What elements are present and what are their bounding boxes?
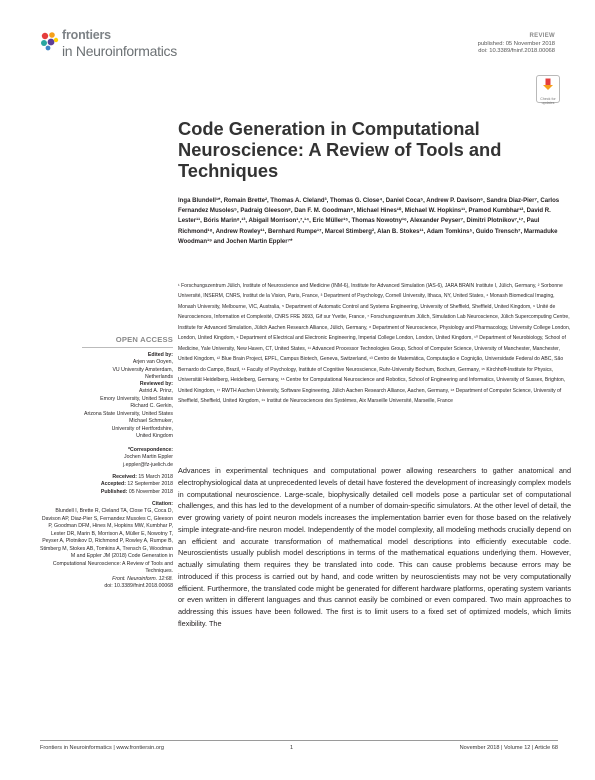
published-date: published: 05 November 2018 — [477, 40, 555, 47]
published-date-side: 05 November 2018 — [128, 488, 173, 495]
open-access-divider — [82, 347, 173, 348]
accepted-date: 12 September 2018 — [127, 481, 173, 488]
footer-journal[interactable]: Frontiers in Neuroinformatics | www.frontiersin.org — [40, 745, 164, 751]
edited-by-block — [40, 352, 173, 382]
abstract-text: Advances in experimental techniques and computational power allowing researchers to gather anatomical and electrophysiological data at unprecedented levels of detail have fostered the development of increasingly complex models in computational neuroscience. Large-scale, biophysically detailed cell models pose a particular set of computational challenges, and this has led to the development of a number of domain-specific simulators. At the other level of detail, the ever growing variety of point neuron models increases the implementation barrier even for those based on the relatively simple integrate-and-fire neuron model. Independently of the model complexity, all modeling methods crucially depend on an efficient and accurate transformation of mathematical model descriptions into efficiently executable code. Neuroscientists usually publish model descriptions in terms of the mathematical equations underlying them. However, actually simulating them requires they be translated into code. This can cause problems because errors may be introduced if this process is carried out by hand, and code written by neuroscientists may not be very computationally efficient. Furthermore, the translated code might be generated for different hardware platforms, operating system variants or even written in different languages and thus cannot easily be combined or even compared. Two main approaches to addressing this issues have been followed. The first is to limit users to a fixed set of optimized models, which limits flexibility. The — [178, 466, 571, 628]
corresponding-author: Jochen Martin Eppler — [123, 454, 173, 461]
frontiers-logo-mark-icon — [38, 30, 60, 52]
article-title: Code Generation in Computational Neuroscience: A Review of Tools and Techniques — [178, 118, 502, 181]
reviewer-line: Michael Schmuker, — [129, 418, 173, 425]
reviewer-line: Astrid A. Prinz, — [138, 388, 173, 395]
affiliation-list: ¹ Forschungszentrum Jülich, Institute of Neuroscience and Medicine (INM-6), Institute for Advanced Simulation (IAS-6), JARA BRAIN Institute I, Jülich, Germany, ² Sorbonne Université, INSERM, CNRS, Institut de la Vision, Paris, France, ³ Department of Psychology, Cornell University, Ithaca, NY, United States, ⁴ Monash Biomedical Imaging, Monash University, Melbourne, VIC, Australia, ⁵ Department of Automatic Control and Systems Engineering, University of Sheffield, Sheffield, United Kingdom, ⁶ Unité de Neurosciences, Information et Complexité, CNRS FRE 3693, Gif sur Yvette, France, ⁷ Forschungszentrum Jülich, Simulation Lab Neuroscience, Jülich Supercomputing Centre, Institute for Advanced Simulation, Jülich Aachen Research Alliance, Jülich, Germany, ⁸ Department of Neuroscience, Physiology and Pharmacology, University College London, London, United Kingdom, ⁹ Department of Electrical and Electronic Engineering, Imperial College London, London, United Kingdom, ¹⁰ Department of Neurobiology, School of Medicine, Yale University, New Haven, CT, United States, ¹¹ Advanced Processor Technologies Group, School of Computer Science, University of Manchester, Manchester, United Kingdom, ¹² Blue Brain Project, EPFL, Campus Biotech, Geneva, Switzerland, ¹³ Centro de Matemática, Computação e Cognição, Universidade Federal do ABC, São Bernardo do Campo, Brazil, ¹⁴ Faculty of Psychology, Institute of Cognitive Neuroscience, Ruhr-University Bochum, Bochum, Germany, ¹⁵ Kirchhoff-Institute for Physics, Universität Heidelberg, Heidelberg, Germany, ¹⁶ Centre for Computational Neuroscience and Robotics, School of Engineering and Informatics, University of Sussex, Brighton, United Kingdom, ¹⁷ RWTH Aachen University, Software Engineering, Jülich Aachen Research Alliance, Aachen, Germany, ¹⁸ Department of Computer Science, University of Sheffield, Sheffield, United Kingdom, ¹⁹ Institut de Neurosciences des Systèmes, Aix Marseille Université, Marseille, France — [178, 283, 571, 404]
reviewer-line: United Kingdom — [136, 433, 173, 440]
edited-by-label: Edited by: — [147, 352, 173, 358]
footer-issue: November 2018 | Volume 12 | Article 68 — [459, 745, 558, 751]
article-header — [395, 33, 555, 56]
reviewer-line: Arizona State University, United States — [84, 410, 173, 417]
accepted-label: Accepted: — [100, 481, 126, 488]
citation-block — [40, 501, 173, 590]
check-for-updates-badge[interactable] — [536, 75, 560, 103]
correspondence-block — [40, 447, 173, 469]
editor-line: Netherlands — [145, 374, 173, 381]
editor-line: Arjen van Ooyen, — [132, 359, 173, 366]
frontiers-logo[interactable] — [38, 24, 178, 68]
reviewer-line: University of Hertfordshire, — [111, 425, 173, 432]
correspondence-label: *Correspondence: — [128, 447, 173, 453]
received-date: 15 March 2018 — [138, 474, 173, 480]
open-access-label: OPEN ACCESS — [115, 335, 173, 344]
check-for-updates-icon — [542, 78, 554, 91]
footer-divider — [40, 740, 558, 741]
citation-doi[interactable]: doi: 10.3389/fninf.2018.00068 — [104, 582, 173, 589]
published-label: Published: — [100, 488, 128, 495]
reviewer-line: Richard C. Gerkin, — [130, 403, 173, 410]
article-type: REVIEW — [529, 33, 555, 39]
author-list: Inga Blundell¹*, Romain Brette², Thomas A. Cleland³, Thomas G. Close⁴, Daniel Coca⁵, Andrew P. Davison⁶, Sandra Diaz-Pier⁷, Carlos Fernandez Musoles⁵, Padraig Gleeson⁸, Dan F. M. Goodman⁹, Michael Hines¹⁰, Michael W. Hopkins¹¹, Pramod Kumbhar¹², David R. Lester¹¹, Bóris Marin⁸,¹³, Abigail Morrison¹,⁷,¹⁴, Eric Müller¹⁵, Thomas Nowotny¹⁶, Alexander Peyser⁷, Dimitri Plotnikov⁷,¹⁷, Paul Richmond¹⁸, Andrew Rowley¹¹, Bernhard Rumpe¹⁷, Marcel Stimberg², Alan B. Stokes¹¹, Adam Tomkins⁵, Guido Trensch⁷, Marmaduke Woodman¹⁹ and Jochen Martin Eppler⁷* — [178, 198, 560, 245]
citation-label: Citation: — [151, 501, 173, 507]
reviewed-by-block — [40, 381, 173, 441]
logo-name: frontiers — [62, 28, 111, 42]
logo-journal: in Neuroinformatics — [62, 43, 177, 59]
received-label: Received: — [112, 474, 137, 480]
editor-line: VU University Amsterdam, — [112, 366, 173, 373]
citation-text: Blundell I, Brette R, Cleland TA, Close TG, Coca D, Davison AP, Diaz-Pier S, Fernandez Musoles C, Gleeson P, Goodman DFM, Hines M, Hopkins MW, Kumbhar P, Lester DR, Marin B, Morrison A, Müller E, Nowotny T, Peyser A, Plotnikov D, Richmond P, Rowley A, Rumpe B, Stimberg M, Stokes AB, Tomkins A, Trensch G, Woodman M and Eppler JM (2018) Code Generation in Computational Neuroscience: A Review of Tools and Techniques. — [40, 508, 174, 575]
check-for-updates-label: Check for updates — [540, 97, 556, 105]
page-number: 1 — [290, 745, 294, 751]
citation-journal: Front. Neuroinform. 12:68. — [112, 575, 173, 582]
corresponding-email[interactable]: j.eppler@fz-juelich.de — [123, 461, 173, 468]
article-doi[interactable]: doi: 10.3389/fninf.2018.00068 — [478, 48, 555, 55]
reviewed-by-label: Reviewed by: — [139, 381, 173, 387]
dates-block — [40, 474, 173, 496]
reviewer-line: Emory University, United States — [100, 395, 173, 402]
